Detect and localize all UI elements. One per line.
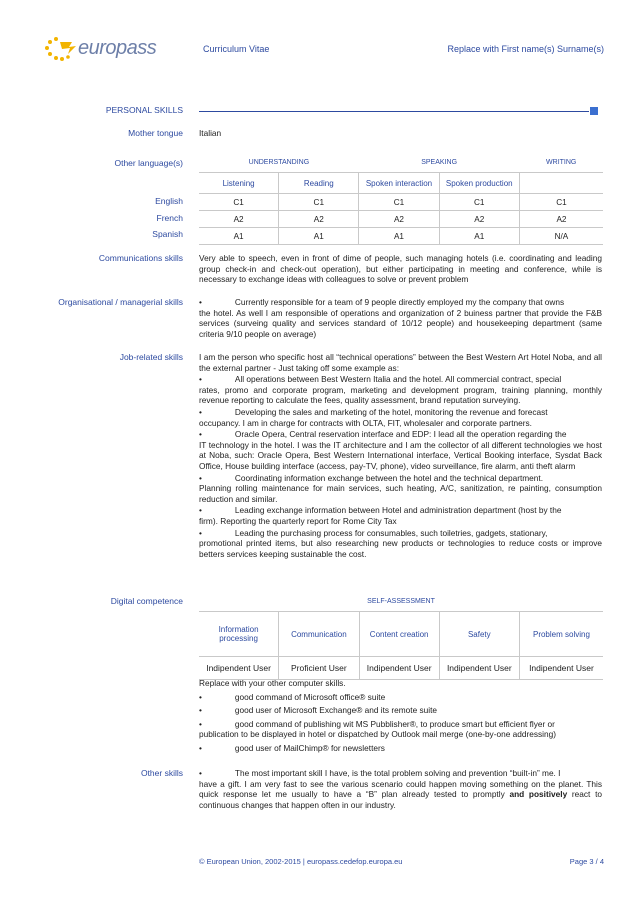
level-cell: A1 [279,228,359,245]
level-cell: A2 [359,211,439,228]
group-speaking: SPEAKING [359,152,520,173]
list-item [199,473,602,484]
level-cell: Indipendent User [359,657,439,680]
col-communication: Communication [279,612,359,657]
bullet-rest: occupancy. I am in charge for contracts with OLTA, FIT, wholesaler and corporate partners. [199,417,532,428]
list-item [199,407,602,418]
job-label: Job-related skills [119,352,183,362]
bullet: • [199,472,202,483]
digital-note: Replace with your other computer skills. [199,678,346,688]
list-item [199,429,602,440]
languages-table [199,152,603,245]
bullet-lead: The most important skill I have, is the total problem solving and prevention “built-in” me. I [234,768,561,778]
bullet: • [199,505,202,516]
bullet: • [199,742,202,753]
bullet: • [199,718,202,729]
level-cell: C1 [359,194,439,211]
language-name: English [155,196,183,206]
col-information-processing: Information processing [199,612,279,657]
level-cell: A1 [439,228,519,245]
bullet-rest: publication to be displayed in hotel or dispatched by Outlook mail merge (one-by-one addressing) [199,729,556,740]
bullet-lead: good command of publishing wit MS Pubblisher®, to produce smart but efficient flyer or [234,718,555,729]
table-row [199,228,603,245]
other-text-a: have a gift. I am very fast to see the various scenario could happen moving something on the planet. This quick response let me usually to have a “B” plan already tested to promptly [199,778,602,800]
digital-notes [199,678,602,754]
level-cell: N/A [519,228,603,245]
table-row [199,194,603,211]
mother-tongue-value: Italian [199,128,222,138]
bullet: • [199,705,202,716]
section-rule-square [590,107,598,115]
bullet: • [199,691,202,702]
other-skills-text [199,768,602,810]
col-content-creation: Content creation [359,612,439,657]
bullet-lead: Currently responsible for a team of 9 people directly employed my the company that owns [234,297,565,307]
bullet-lead: Leading the purchasing process for consumables, such toiletries, gadgets, stationary, [234,527,548,538]
level-cell: A2 [279,211,359,228]
bullet-lead: Developing the sales and marketing of the hotel, monitoring the revenue and forecast [234,406,548,417]
europass-stars-icon [42,34,82,64]
bullet-rest: firm). Reporting the quarterly report for Rome City Tax [199,515,397,526]
bullet-lead: Oracle Opera, Central reservation interface and EDP: I lead all the operation regarding the [234,429,567,440]
bullet: • [199,768,202,778]
col-safety: Safety [439,612,519,657]
col-listening: Listening [199,173,279,194]
level-cell: A2 [199,211,279,228]
footer-copyright: © European Union, 2002-2015 | europass.cedefop.europa.eu [199,857,403,866]
list-item [199,374,602,385]
bullet: • [199,406,202,417]
bullet-lead: Coordinating information exchange between the hotel and the technical department. [234,472,544,483]
level-cell: Indipendent User [439,657,519,680]
table-row [199,211,603,228]
organisational-label: Organisational / managerial skills [58,297,183,307]
bullet: • [199,374,202,385]
footer-page-number: Page 3 / 4 [569,857,604,866]
job-text [199,352,602,559]
organisational-text [199,297,602,339]
list-item [199,705,602,716]
bullet-lead: All operations between Best Western Italia and the hotel. All commercial contract, special [234,374,562,385]
level-cell: Indipendent User [519,657,603,680]
bullet-rest: rates, promo and corporate program, marketing and development program, training planning, monthly revenue reporting to calculate the fees, quality assessment, brand reputation surveying. [199,384,602,406]
mother-tongue-label: Mother tongue [128,128,183,138]
bullet-lead: Leading exchange information between Hotel and administration department (host by the [234,505,562,516]
digital-table [199,591,603,680]
other-skills-label: Other skills [140,768,183,778]
table-row [199,657,603,680]
col-spoken-production: Spoken production [439,173,519,194]
bullet-lead: good command of Microsoft office® suite [234,691,386,702]
europass-logo [42,34,162,64]
level-cell: Indipendent User [199,657,279,680]
other-text-b: react to continuous changes that happen often in our industry. [199,789,602,810]
bullet: • [199,297,202,307]
list-item [199,719,602,730]
logo-text: europass [78,37,157,59]
section-rule [199,111,589,112]
col-problem-solving: Problem solving [519,612,603,657]
section-title: PERSONAL SKILLS [105,105,183,115]
group-understanding: UNDERSTANDING [199,152,359,173]
bullet: • [199,429,202,440]
bullet-rest: IT technology in the hotel. I was the IT architecture and I am the collector of all different technologies we host at Noba, such: Oracle Opera, Best Western International interface, Vertical Booking interface, Sysdat Back Office, House building interface (access, pay-TV, phone), video surveillance, fire alarm, anti theft alarm [199,439,602,471]
communication-text: Very able to speech, even in front of dime of people, such managing hotels (i.e. coordinating and leading group check-in and check-out operation), but either participating in meeting and conference, while is necessary to exchange ideas with colleagues to solve or prevent problem [199,253,602,285]
language-name: Spanish [152,229,183,239]
group-writing: WRITING [519,152,603,173]
other-languages-label: Other language(s) [114,158,183,168]
bullet-lead: good user of Microsoft Exchange® and its remote suite [234,705,438,716]
bullet-rest: the hotel. As well I am responsible of operations and organization of 2 buiness partner that provide the F&B services (surveing quality and services standard of 10/12 people) and housekeeping department (same criteria 9/10 people on average) [199,307,602,339]
communication-label: Communications skills [98,253,183,263]
level-cell: A2 [519,211,603,228]
bullet-rest: promotional printed items, but also researching new products or technologies to reduce costs or improve betters services keeping sustainable the cost. [199,538,602,559]
level-cell: C1 [519,194,603,211]
list-item [199,692,602,703]
level-cell: Proficient User [279,657,359,680]
col-reading: Reading [279,173,359,194]
level-cell: A2 [439,211,519,228]
cv-name: Replace with First name(s) Surname(s) [447,44,604,54]
level-cell: A1 [199,228,279,245]
digital-label: Digital competence [110,596,183,606]
list-item [199,743,602,754]
col-writing [519,173,603,194]
self-assessment-header: SELF-ASSESSMENT [199,591,603,612]
list-item [199,505,602,516]
bullet-lead: good user of MailChimp® for newsletters [234,742,385,753]
language-name: French [156,213,183,223]
level-cell: C1 [199,194,279,211]
bullet: • [199,527,202,538]
level-cell: C1 [279,194,359,211]
bullet-rest: Planning rolling maintenance for main services, such heating, A/C, sanitization, re painting, consumption reduction and similar. [199,483,602,504]
other-text-bold: and positively [509,789,568,800]
level-cell: A1 [359,228,439,245]
level-cell: C1 [439,194,519,211]
job-intro: I am the person who specific host all “technical operations” between the Best Western Art Hotel Noba, and all the external partner - Just taking off some example as: [199,352,602,373]
col-spoken-interaction: Spoken interaction [359,173,439,194]
list-item [199,528,602,539]
cv-title: Curriculum Vitae [203,44,270,54]
